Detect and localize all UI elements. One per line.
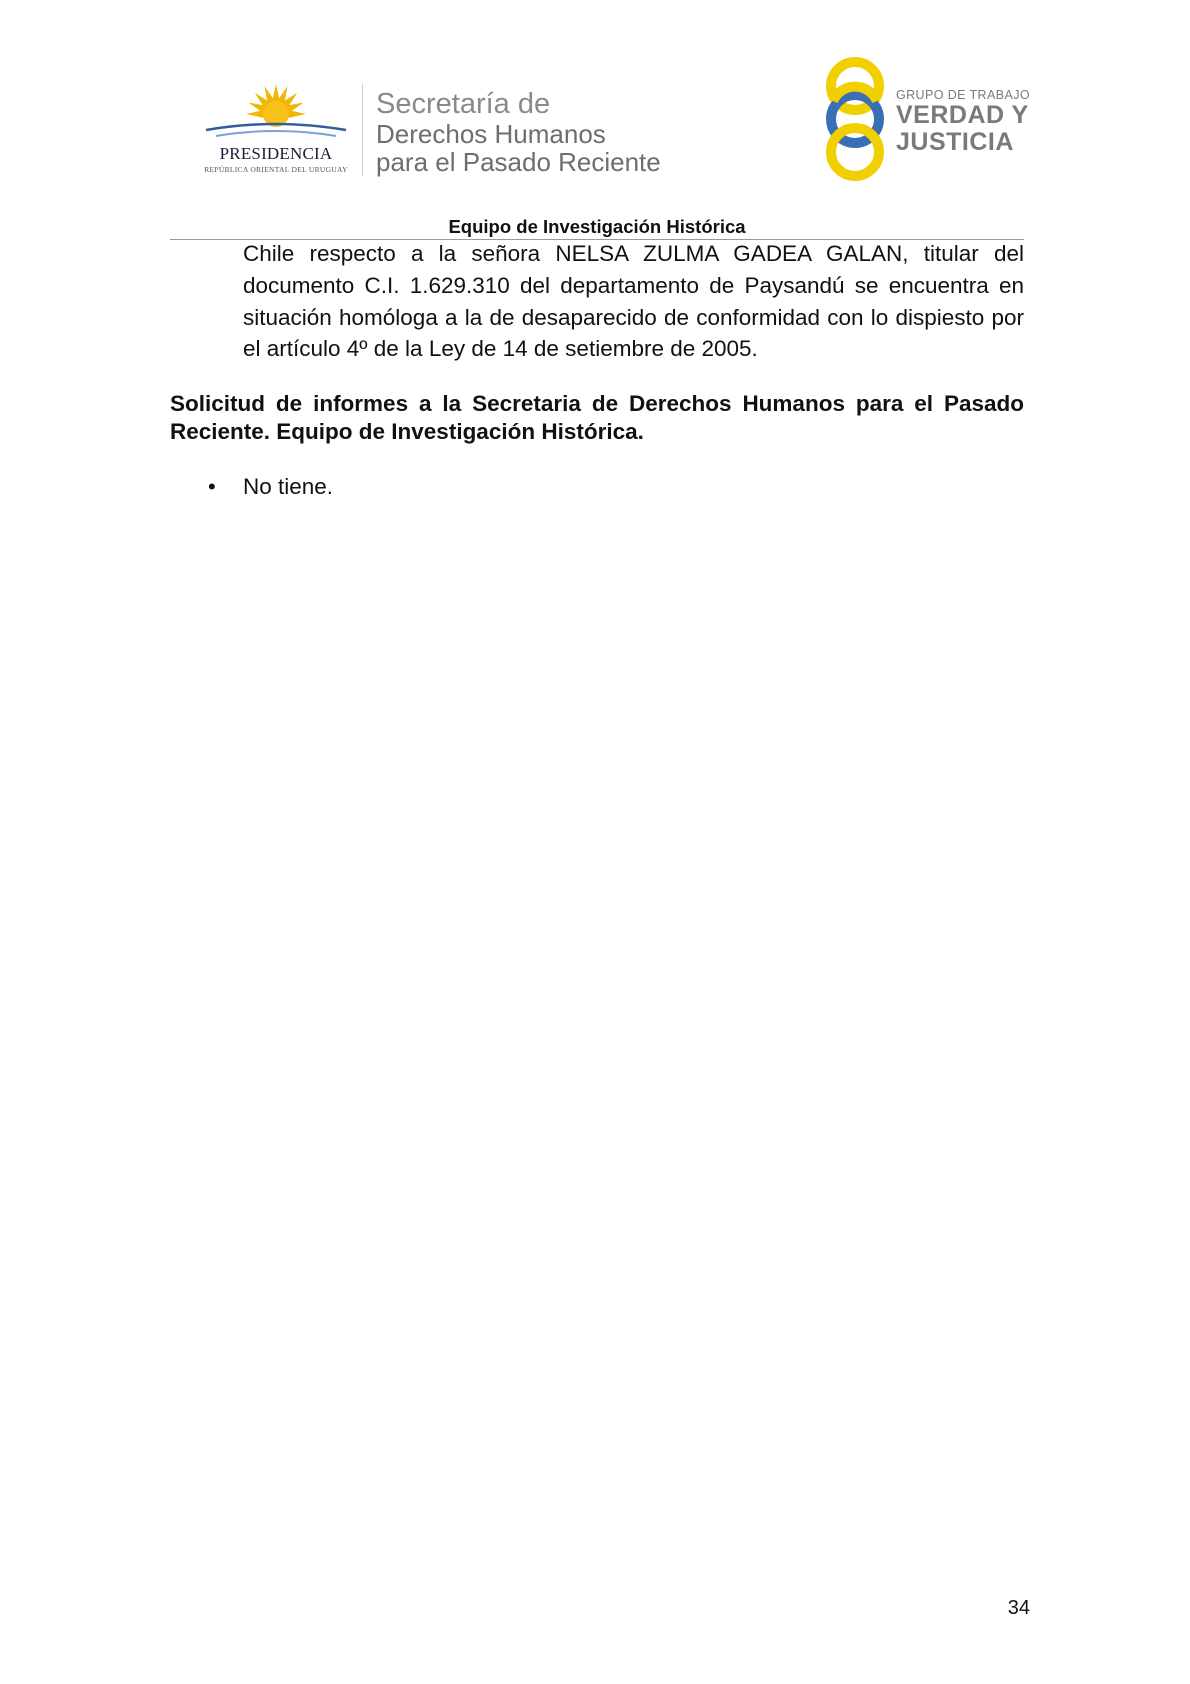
presidencia-subtitle: REPÚBLICA ORIENTAL DEL URUGUAY	[204, 165, 348, 174]
secretaria-line-3: para el Pasado Reciente	[376, 147, 661, 177]
header-divider	[362, 84, 363, 176]
presidencia-name: PRESIDENCIA	[219, 144, 333, 163]
sun-emblem-icon	[196, 78, 356, 148]
section-heading: Solicitud de informes a la Secretaria de Derechos Humanos para el Pasado Reciente. Equipo de Investigación Histórica.	[170, 391, 1024, 444]
secretaria-line-1: Secretaría de	[376, 88, 551, 120]
verdad-justicia-logo	[820, 56, 890, 182]
secretaria-logo-text	[376, 88, 661, 176]
justicia-label: JUSTICIA	[896, 128, 1014, 156]
interlinked-rings-icon	[820, 56, 890, 182]
verdad-justicia-text	[896, 88, 1030, 156]
grupo-de-trabajo-label: GRUPO DE TRABAJO	[896, 88, 1030, 102]
presidencia-logo	[196, 78, 356, 178]
continuation-paragraph: Chile respecto a la señora NELSA ZULMA GADEA GALAN, titular del documento C.I. 1.629.310 del departamento de Paysandú se encuentra en situación homóloga a la de desaparecido de conformidad con lo dispiesto por el artículo 4º de la Ley de 14 de setiembre de 2005.	[243, 241, 1024, 362]
list-item-text: No tiene.	[243, 474, 334, 499]
verdad-y-label: VERDAD Y	[896, 101, 1029, 129]
bullet-list	[170, 473, 1024, 501]
page-number: 34	[1007, 1597, 1030, 1619]
team-title: Equipo de Investigación Histórica	[448, 216, 746, 237]
secretaria-line-2: Derechos Humanos	[376, 119, 606, 149]
bullet-icon: •	[208, 474, 216, 499]
list-item	[170, 473, 1024, 501]
